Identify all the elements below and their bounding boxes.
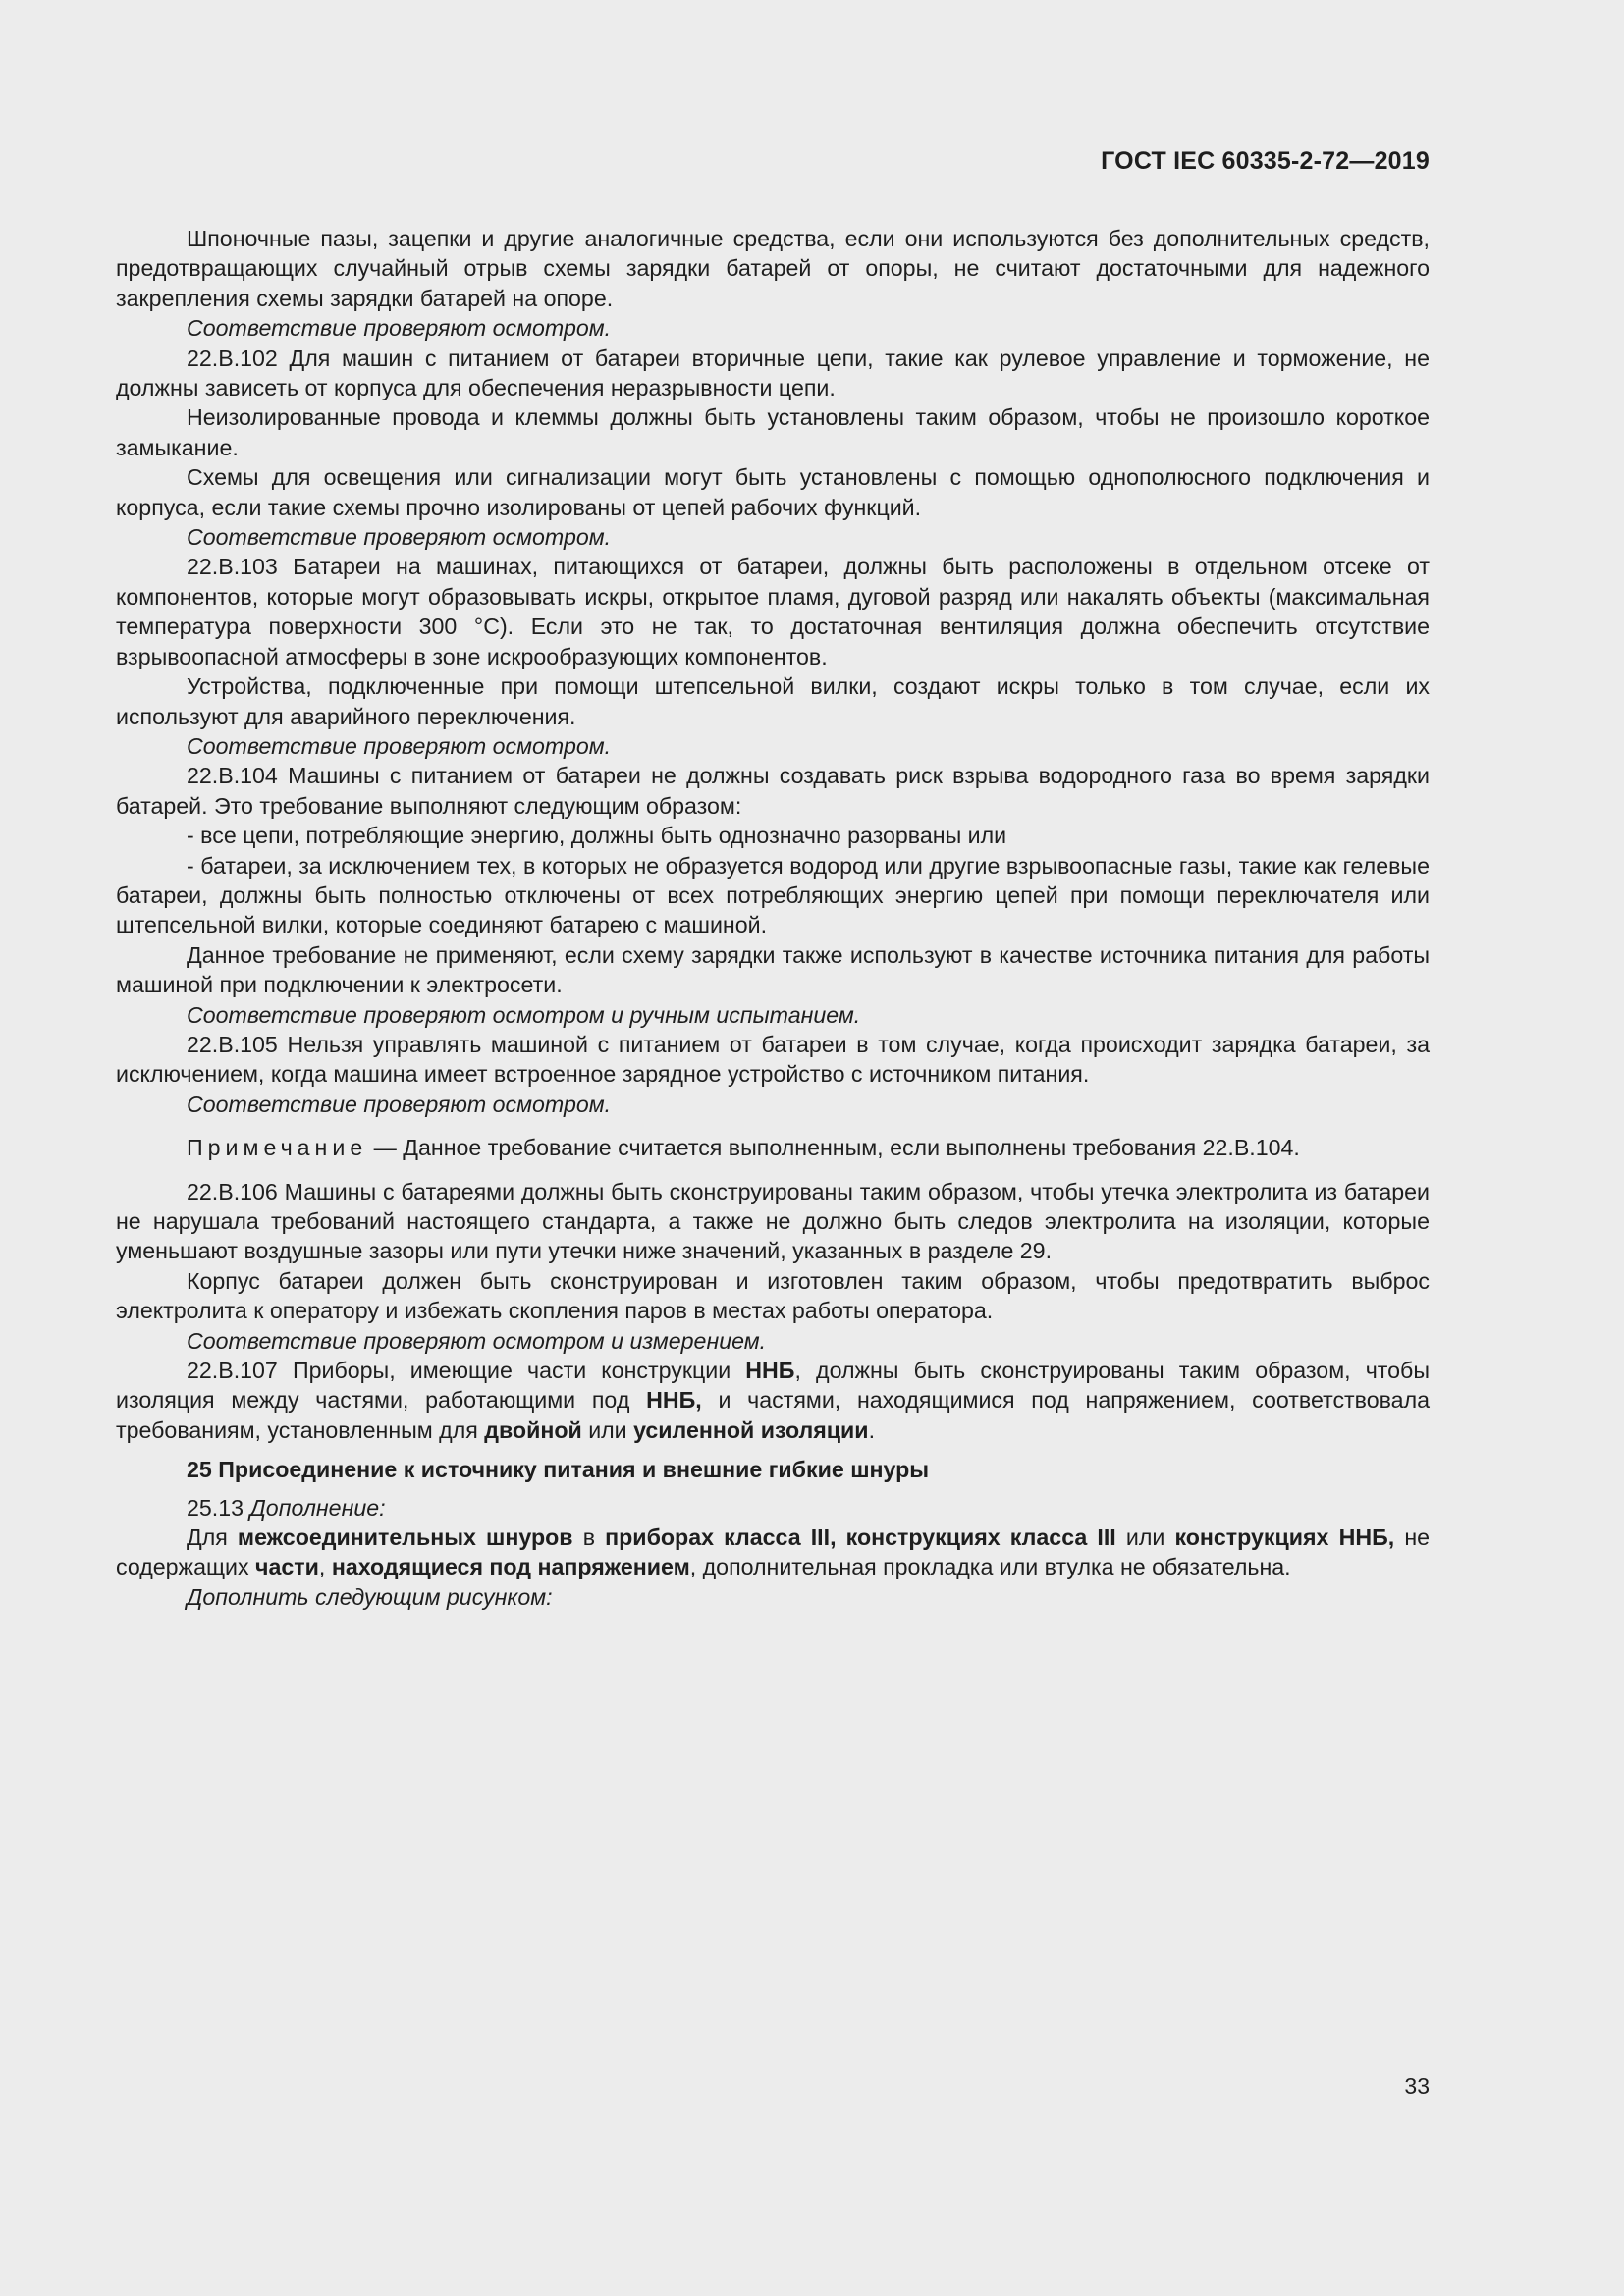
text-run: и частями, находящимися под напряжением, соответствовала требованиям, установленным для <box>116 1387 1431 1443</box>
text-run: или <box>1115 1524 1175 1551</box>
paragraph <box>116 1522 1430 1582</box>
text-run: Для <box>187 1524 238 1551</box>
text-run: не содержащих <box>116 1524 1431 1580</box>
page-number: 33 <box>1404 2073 1430 2099</box>
compliance-check: Соответствие проверяют осмотром. <box>187 524 612 551</box>
clause-22-b-106: 22.В.106 Машины с батареями должны быть сконструированы таким образом, чтобы утечка электролита из батареи не нарушала требований настоящего стандарта, а также не должно быть следов электролита на изоляции, которые уменьшают воздушные зазоры или пути утечки ниже значений, указанных в разделе 29. <box>116 1178 1430 1264</box>
bold-term: ННБ <box>745 1358 795 1384</box>
bold-term: конструкциях ННБ, <box>1174 1524 1395 1551</box>
paragraph: Устройства, подключенные при помощи штепсельной вилки, создают искры только в том случае, если их используют для аварийного переключения. <box>116 673 1430 729</box>
compliance-check: Соответствие проверяют осмотром. <box>187 315 612 342</box>
bold-term: двойной <box>484 1416 582 1443</box>
clause-number: 25.13 <box>187 1494 250 1521</box>
compliance-check: Соответствие проверяют осмотром и измерением. <box>187 1327 767 1354</box>
text-run: в <box>572 1524 606 1551</box>
text-run: , <box>318 1554 332 1580</box>
bold-term: приборах класса III, конструкциях класса III <box>605 1524 1116 1551</box>
text-run: , должны быть сконструированы таким образом, чтобы изоляция между частями, работающими под <box>116 1358 1430 1414</box>
document-header: ГОСТ IEC 60335-2-72—2019 <box>1101 147 1430 175</box>
text-run: или <box>581 1416 634 1443</box>
note-text: — Данное требование считается выполненным, если выполнены требования 22.В.104. <box>367 1135 1300 1161</box>
figure-instruction: Дополнить следующим рисунком: <box>187 1583 553 1610</box>
text-run: 22.В.107 Приборы, имеющие части конструкции <box>187 1358 746 1384</box>
list-item: - все цепи, потребляющие энергию, должны быть однозначно разорваны или <box>187 823 1007 849</box>
clause-25-13 <box>116 1493 1430 1522</box>
paragraph: Неизолированные провода и клеммы должны быть установлены таким образом, чтобы не произошло короткое замыкание. <box>116 404 1430 460</box>
compliance-check: Соответствие проверяют осмотром. <box>187 1091 612 1117</box>
bold-term: усиленной изоляции <box>633 1416 869 1443</box>
clause-22-b-104: 22.В.104 Машины с питанием от батареи не должны создавать риск взрыва водородного газа во время зарядки батарей. Это требование выполняют следующим образом: <box>116 763 1430 819</box>
paragraph: Схемы для освещения или сигнализации могут быть установлены с помощью однополюсного подключения и корпуса, если такие схемы прочно изолированы от цепей рабочих функций. <box>116 464 1430 520</box>
clause-22-b-107 <box>116 1356 1430 1445</box>
list-item: - батареи, за исключением тех, в которых не образуется водород или другие взрывоопасные газы, такие как гелевые батареи, должны быть полностью отключены от всех потребляющих энергию цепей при помощи переключателя или штепсельной вилки, которые соединяют батарею с машиной. <box>116 852 1430 938</box>
italic-run: Дополнение: <box>249 1494 386 1521</box>
paragraph: Корпус батареи должен быть сконструирован и изготовлен таким образом, чтобы предотвратить выброс электролита к оператору и избежать скопления паров в местах работы оператора. <box>116 1267 1430 1324</box>
paragraph: Данное требование не применяют, если схему зарядки также используют в качестве источника питания для работы машиной при подключении к электросети. <box>116 941 1430 998</box>
clause-22-b-103: 22.В.103 Батареи на машинах, питающихся от батареи, должны быть расположены в отдельном отсеке от компонентов, которые могут образовывать искры, открытое пламя, дуговой разряд или накалять объекты (максимальная температура поверхности 300 °С). Если это не так, то достаточная вентиляция должна обеспечить отсутствие взрывоопасной атмосферы в зоне искрообразующих компонентов. <box>116 554 1430 669</box>
clause-22-b-105: 22.В.105 Нельзя управлять машиной с питанием от батареи в том случае, когда происходит зарядка батареи, за исключением, когда машина имеет встроенное зарядное устройство с источником питания. <box>116 1031 1430 1088</box>
bold-term: части <box>255 1554 319 1580</box>
text-run: . <box>868 1416 876 1443</box>
paragraph: Шпоночные пазы, зацепки и другие аналогичные средства, если они используются без дополнительных средств, предотвращающих случайный отрыв схемы зарядки батарей от опоры, не считают достаточными для надежного закрепления схемы зарядки батарей на опоре. <box>116 226 1430 311</box>
section-heading: 25 Присоединение к источнику питания и внешние гибкие шнуры <box>187 1457 930 1483</box>
compliance-check: Соответствие проверяют осмотром. <box>187 732 612 759</box>
bold-term: ННБ, <box>646 1387 702 1414</box>
bold-term: межсоединительных шнуров <box>237 1524 573 1551</box>
clause-22-b-102: 22.В.102 Для машин с питанием от батареи вторичные цепи, такие как рулевое управление и торможение, не должны зависеть от корпуса для обеспечения неразрывности цепи. <box>116 345 1430 401</box>
document-body <box>116 224 1430 1612</box>
text-run: , дополнительная прокладка или втулка не обязательна. <box>689 1554 1291 1580</box>
bold-term: находящиеся под напряжением <box>331 1554 690 1580</box>
note-label: Примечание <box>187 1135 368 1161</box>
compliance-check: Соответствие проверяют осмотром и ручным испытанием. <box>187 1001 861 1028</box>
note <box>116 1133 1430 1162</box>
